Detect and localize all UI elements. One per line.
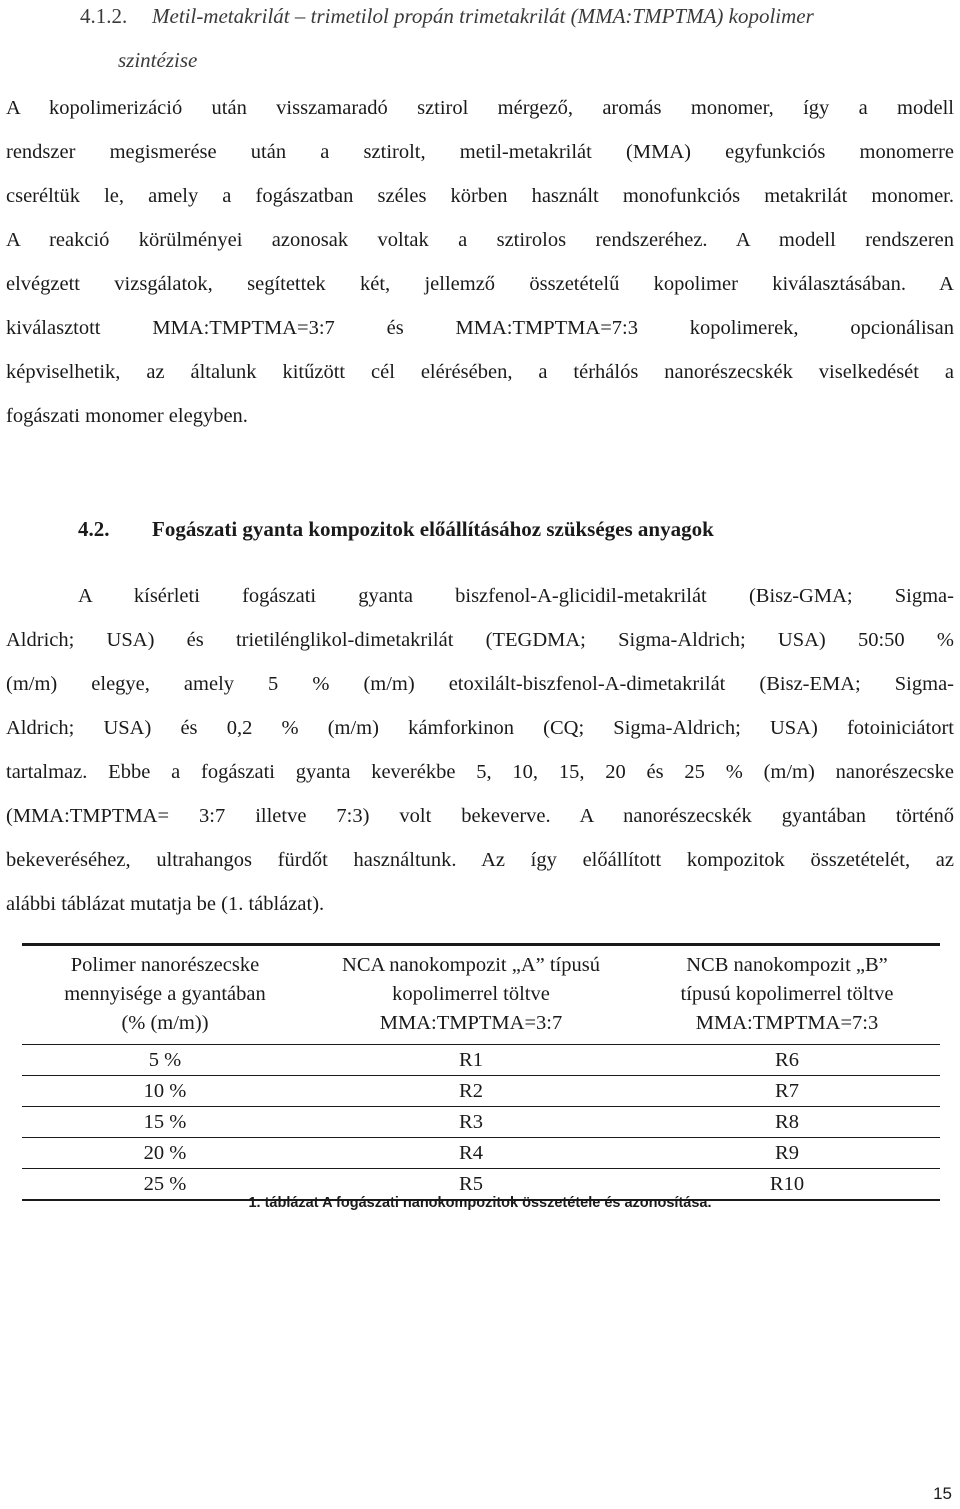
section-title: Fogászati gyanta kompozitok előállításához szükséges anyagok bbox=[152, 517, 714, 541]
table-cell: R6 bbox=[634, 1045, 940, 1076]
paragraph-line: fogászati monomer elegyben. bbox=[6, 405, 248, 427]
paragraph-line: kiválasztott MMA:TMPTMA=3:7 és MMA:TMPTMA=7:3 kopolimerek, opcionálisan bbox=[6, 317, 954, 339]
paragraph-line: elvégzett vizsgálatok, segítettek két, jellemző összetételű kopolimer kiválasztásában. A bbox=[6, 273, 954, 295]
header-line: NCB nanokompozit „B” bbox=[686, 954, 888, 976]
table-cell: R5 bbox=[308, 1169, 634, 1201]
table-row bbox=[22, 1076, 940, 1107]
paragraph-line: tartalmaz. Ebbe a fogászati gyanta keverékbe 5, 10, 15, 20 és 25 % (m/m) nanorészecske bbox=[6, 761, 954, 783]
section-heading-4-2 bbox=[78, 507, 938, 551]
header-line: Polimer nanorészecske bbox=[70, 954, 260, 976]
header-line: mennyisége a gyantában bbox=[64, 983, 266, 1005]
composition-table bbox=[22, 943, 940, 1201]
paragraph-line: A reakció körülményei azonosak voltak a sztirolos rendszeréhez. A modell rendszeren bbox=[6, 229, 954, 251]
table-row bbox=[22, 1107, 940, 1138]
table-cell: R4 bbox=[308, 1138, 634, 1169]
header-line: típusú kopolimerrel töltve bbox=[680, 983, 894, 1005]
header-line: kopolimerrel töltve bbox=[392, 983, 550, 1005]
paragraph-copolymer-synthesis bbox=[6, 86, 954, 438]
table-header-row bbox=[22, 945, 940, 1045]
page-number: 15 bbox=[933, 1484, 952, 1503]
paragraph-line: cseréltük le, amely a fogászatban széles körben használt monofunkciós metakrilát monomer. bbox=[6, 185, 954, 207]
section-heading-4-1-2 bbox=[0, 0, 960, 82]
section-number: 4.1.2. bbox=[80, 4, 128, 28]
table-cell: R10 bbox=[634, 1169, 940, 1201]
table-header-cell bbox=[634, 945, 940, 1045]
header-line: MMA:TMPTMA=3:7 bbox=[379, 1012, 563, 1034]
paragraph-line: bekeveréséhez, ultrahangos fürdőt használtunk. Az így előállított kompozitok összetételét, az bbox=[6, 849, 954, 871]
paragraph-line: A kísérleti fogászati gyanta biszfenol-A-glicidil-metakrilát (Bisz-GMA; Sigma- bbox=[78, 585, 954, 607]
header-line: MMA:TMPTMA=7:3 bbox=[695, 1012, 879, 1034]
paragraph-materials bbox=[6, 574, 954, 926]
table-cell: R2 bbox=[308, 1076, 634, 1107]
paragraph-line: Aldrich; USA) és 0,2 % (m/m) kámforkinon (CQ; Sigma-Aldrich; USA) fotoiniciátort bbox=[6, 717, 954, 739]
table-row bbox=[22, 1138, 940, 1169]
table-cell: R8 bbox=[634, 1107, 940, 1138]
table-header-cell bbox=[308, 945, 634, 1045]
table-cell: 10 % bbox=[22, 1076, 308, 1107]
paragraph-line: rendszer megismerése után a sztirolt, metil-metakrilát (MMA) egyfunkciós monomerre bbox=[6, 141, 954, 163]
section-title-line-2: szintézise bbox=[118, 48, 198, 72]
header-line: NCA nanokompozit „A” típusú bbox=[342, 954, 600, 976]
paragraph-line: A kopolimerizáció után visszamaradó sztirol mérgező, aromás monomer, így a modell bbox=[6, 97, 954, 119]
table-cell: R1 bbox=[308, 1045, 634, 1076]
table-cell: 15 % bbox=[22, 1107, 308, 1138]
paragraph-line: képviselhetik, az általunk kitűzött cél elérésében, a térhálós nanorészecskék viselkedését a bbox=[6, 361, 954, 383]
table-cell: 25 % bbox=[22, 1169, 308, 1201]
table-row bbox=[22, 1045, 940, 1076]
table-cell: R9 bbox=[634, 1138, 940, 1169]
table-cell: R7 bbox=[634, 1076, 940, 1107]
paragraph-line: Aldrich; USA) és trietilénglikol-dimetakrilát (TEGDMA; Sigma-Aldrich; USA) 50:50 % bbox=[6, 629, 954, 651]
table-caption: 1. táblázat A fogászati nanokompozitok összetétele és azonosítása. bbox=[248, 1195, 712, 1211]
table-cell: 20 % bbox=[22, 1138, 308, 1169]
table-cell: 5 % bbox=[22, 1045, 308, 1076]
paragraph-line: (m/m) elegye, amely 5 % (m/m) etoxilált-biszfenol-A-dimetakrilát (Bisz-EMA; Sigma- bbox=[6, 673, 954, 695]
table-cell: R3 bbox=[308, 1107, 634, 1138]
section-number: 4.2. bbox=[78, 517, 110, 541]
paragraph-line: (MMA:TMPTMA= 3:7 illetve 7:3) volt bekeverve. A nanorészecskék gyantában történő bbox=[6, 805, 954, 827]
header-line: (% (m/m)) bbox=[121, 1012, 209, 1034]
table-header-cell bbox=[22, 945, 308, 1045]
paragraph-line: alábbi táblázat mutatja be (1. táblázat). bbox=[6, 893, 325, 915]
section-title-line-1: Metil-metakrilát – trimetilol propán trimetakrilát (MMA:TMPTMA) kopolimer bbox=[152, 4, 814, 28]
